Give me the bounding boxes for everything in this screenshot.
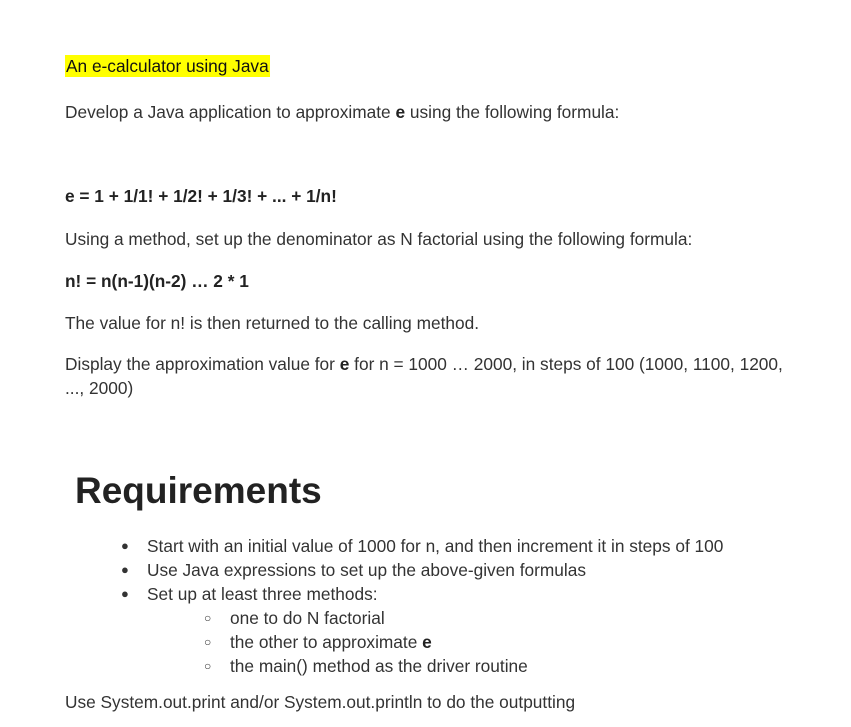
sub-list-e-symbol: e xyxy=(422,632,432,652)
display-paragraph xyxy=(65,352,785,400)
document-title: An e-calculator using Java xyxy=(66,56,269,76)
circle-bullet-icon: ○ xyxy=(204,659,212,673)
sub-list-item xyxy=(147,630,805,654)
bullet-icon: ● xyxy=(121,586,129,601)
list-item xyxy=(65,534,805,558)
circle-bullet-icon: ○ xyxy=(204,635,212,649)
requirements-heading: Requirements xyxy=(75,470,322,511)
output-paragraph: Use System.out.print and/or System.out.println to do the outputting xyxy=(65,692,576,712)
sub-list-item xyxy=(147,654,805,678)
display-text-end: for n = 1000 … 2000, in steps of 100 (1000, 1100, 1200, ..., 2000) xyxy=(65,354,783,398)
intro-e-symbol: e xyxy=(395,102,406,122)
factorial-formula: n! = n(n-1)(n-2) … 2 * 1 xyxy=(65,271,249,291)
methods-sublist xyxy=(147,606,805,678)
sub-list-item-text: the other to approximate xyxy=(230,632,423,652)
intro-text-start: Develop a Java application to approximate xyxy=(65,102,396,122)
bullet-icon: ● xyxy=(121,562,129,577)
sub-list-item-text: one to do N factorial xyxy=(230,608,385,628)
circle-bullet-icon: ○ xyxy=(204,611,212,625)
list-item xyxy=(65,558,805,582)
method-paragraph: Using a method, set up the denominator as N factorial using the following formula: xyxy=(65,229,693,249)
intro-paragraph xyxy=(65,101,619,123)
display-e-symbol: e xyxy=(339,354,350,374)
intro-text-end: using the following formula: xyxy=(405,102,620,122)
e-formula: e = 1 + 1/1! + 1/2! + 1/3! + ... + 1/n! xyxy=(65,186,337,206)
display-text-start: Display the approximation value for xyxy=(65,354,340,374)
sub-list-item xyxy=(147,606,805,630)
list-item xyxy=(65,582,805,678)
bullet-icon: ● xyxy=(121,538,129,553)
sub-list-item-text: the main() method as the driver routine xyxy=(230,656,528,676)
requirements-list xyxy=(65,534,805,678)
list-item-text: Set up at least three methods: xyxy=(147,584,378,604)
list-item-text: Use Java expressions to set up the above-given formulas xyxy=(147,560,586,580)
return-paragraph: The value for n! is then returned to the calling method. xyxy=(65,313,480,333)
list-item-text: Start with an initial value of 1000 for n, and then increment it in steps of 100 xyxy=(147,536,724,556)
